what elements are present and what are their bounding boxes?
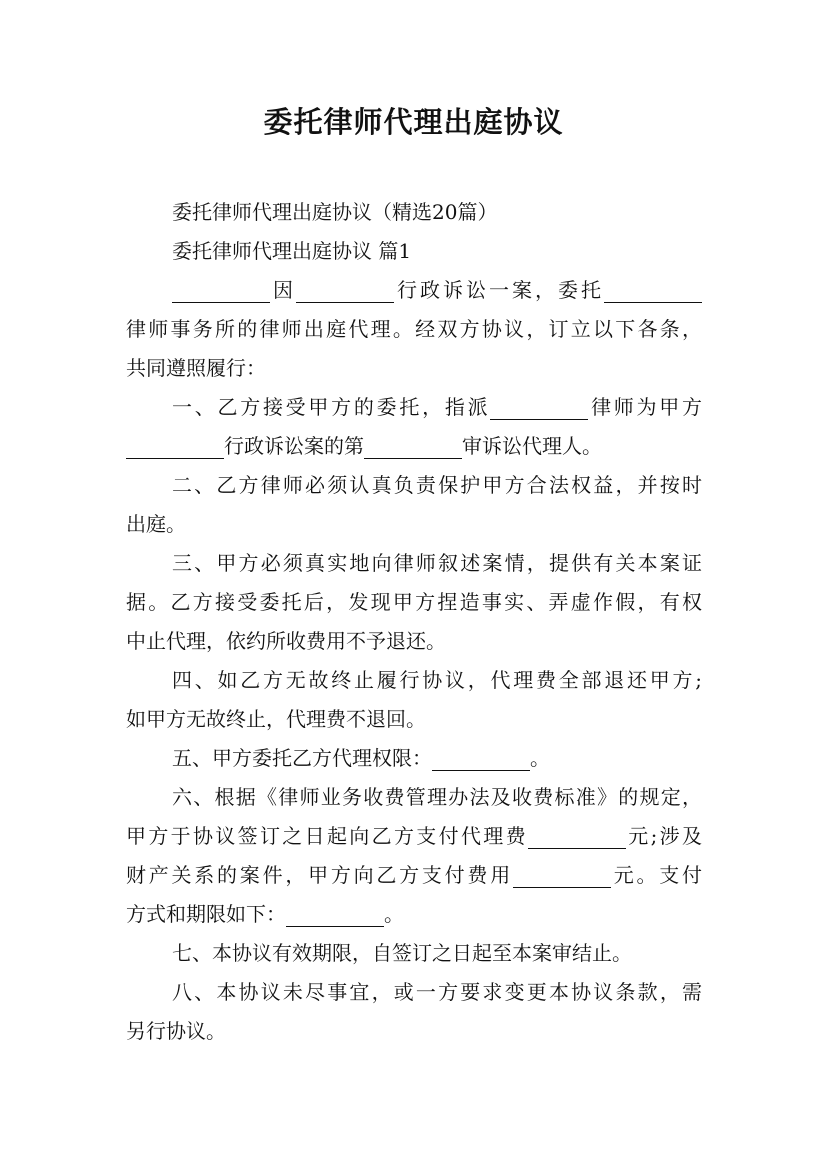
text-segment: 甲方于协议签订之日起向乙方支付代理费 xyxy=(126,824,528,848)
fill-in-blank xyxy=(286,904,384,927)
text-line: 七、本协议有效期限，自签订之日起至本案审结止。 xyxy=(172,941,632,965)
fill-in-blank xyxy=(432,748,530,771)
text-segment: 一、乙方接受甲方的委托，指派 xyxy=(172,395,491,419)
text-line: 八、本协议未尽事宜，或一方要求变更本协议条款，需 xyxy=(172,980,702,1004)
text-segment: 。 xyxy=(384,902,404,926)
text-line xyxy=(126,739,702,778)
text-segment: 行政诉讼案的第 xyxy=(224,434,364,458)
text-line: 六、根据《律师业务收费管理办法及收费标准》的规定， xyxy=(172,785,702,809)
text-line xyxy=(126,427,702,466)
clause-5 xyxy=(126,739,702,778)
clause-1 xyxy=(126,388,702,466)
text-segment: 。 xyxy=(530,746,550,770)
text-line xyxy=(126,271,702,310)
text-line: 出庭。 xyxy=(126,512,186,536)
text-line xyxy=(126,817,702,856)
text-segment: 元。支付 xyxy=(610,863,702,887)
fill-in-blank xyxy=(604,280,702,303)
text-line: 如甲方无故终止，代理费不退回。 xyxy=(126,707,426,731)
text-line: 另行协议。 xyxy=(126,1019,226,1043)
section-heading: 委托律师代理出庭协议 篇1 xyxy=(172,239,412,263)
fill-in-blank xyxy=(528,826,626,849)
fill-in-blank xyxy=(172,280,270,303)
text-segment: 因 xyxy=(270,278,296,302)
text-line: 共同遵照履行： xyxy=(126,356,266,380)
text-segment: 行政诉讼一案，委托 xyxy=(394,278,604,302)
fill-in-blank xyxy=(126,436,224,459)
document-title: 委托律师代理出庭协议 xyxy=(263,105,564,139)
fill-in-blank xyxy=(296,280,394,303)
clause-8 xyxy=(126,973,702,1051)
fill-in-blank xyxy=(513,865,611,888)
fill-in-blank xyxy=(490,397,588,420)
text-line: 二、乙方律师必须认真负责保护甲方合法权益，并按时 xyxy=(172,473,702,497)
document-subtitle: 委托律师代理出庭协议（精选20篇） xyxy=(172,200,498,224)
text-segment: 审诉讼代理人。 xyxy=(462,434,602,458)
text-line: 据。乙方接受委托后，发现甲方捏造事实、弄虚作假，有权 xyxy=(126,590,702,614)
fill-in-blank xyxy=(364,436,462,459)
document-body xyxy=(126,193,702,1051)
text-line: 三、甲方必须真实地向律师叙述案情，提供有关本案证 xyxy=(172,551,702,575)
text-line: 律师事务所的律师出庭代理。经双方协议，订立以下各条， xyxy=(126,317,702,341)
text-line: 四、如乙方无故终止履行协议，代理费全部退还甲方; xyxy=(172,668,702,692)
text-segment: 元;涉及 xyxy=(625,824,702,848)
text-segment: 方式和期限如下： xyxy=(126,902,286,926)
text-line xyxy=(126,856,702,895)
text-segment: 五、甲方委托乙方代理权限： xyxy=(172,746,432,770)
clause-6 xyxy=(126,778,702,934)
clause-3 xyxy=(126,544,702,661)
text-line: 中止代理，依约所收费用不予退还。 xyxy=(126,629,446,653)
text-segment: 律师为甲方 xyxy=(588,395,702,419)
text-segment: 财产关系的案件，甲方向乙方支付费用 xyxy=(126,863,513,887)
text-line xyxy=(126,895,702,934)
clause-4 xyxy=(126,661,702,739)
clause-2 xyxy=(126,466,702,544)
clause-7 xyxy=(126,934,702,973)
paragraph-preamble xyxy=(126,271,702,388)
text-line xyxy=(126,388,702,427)
